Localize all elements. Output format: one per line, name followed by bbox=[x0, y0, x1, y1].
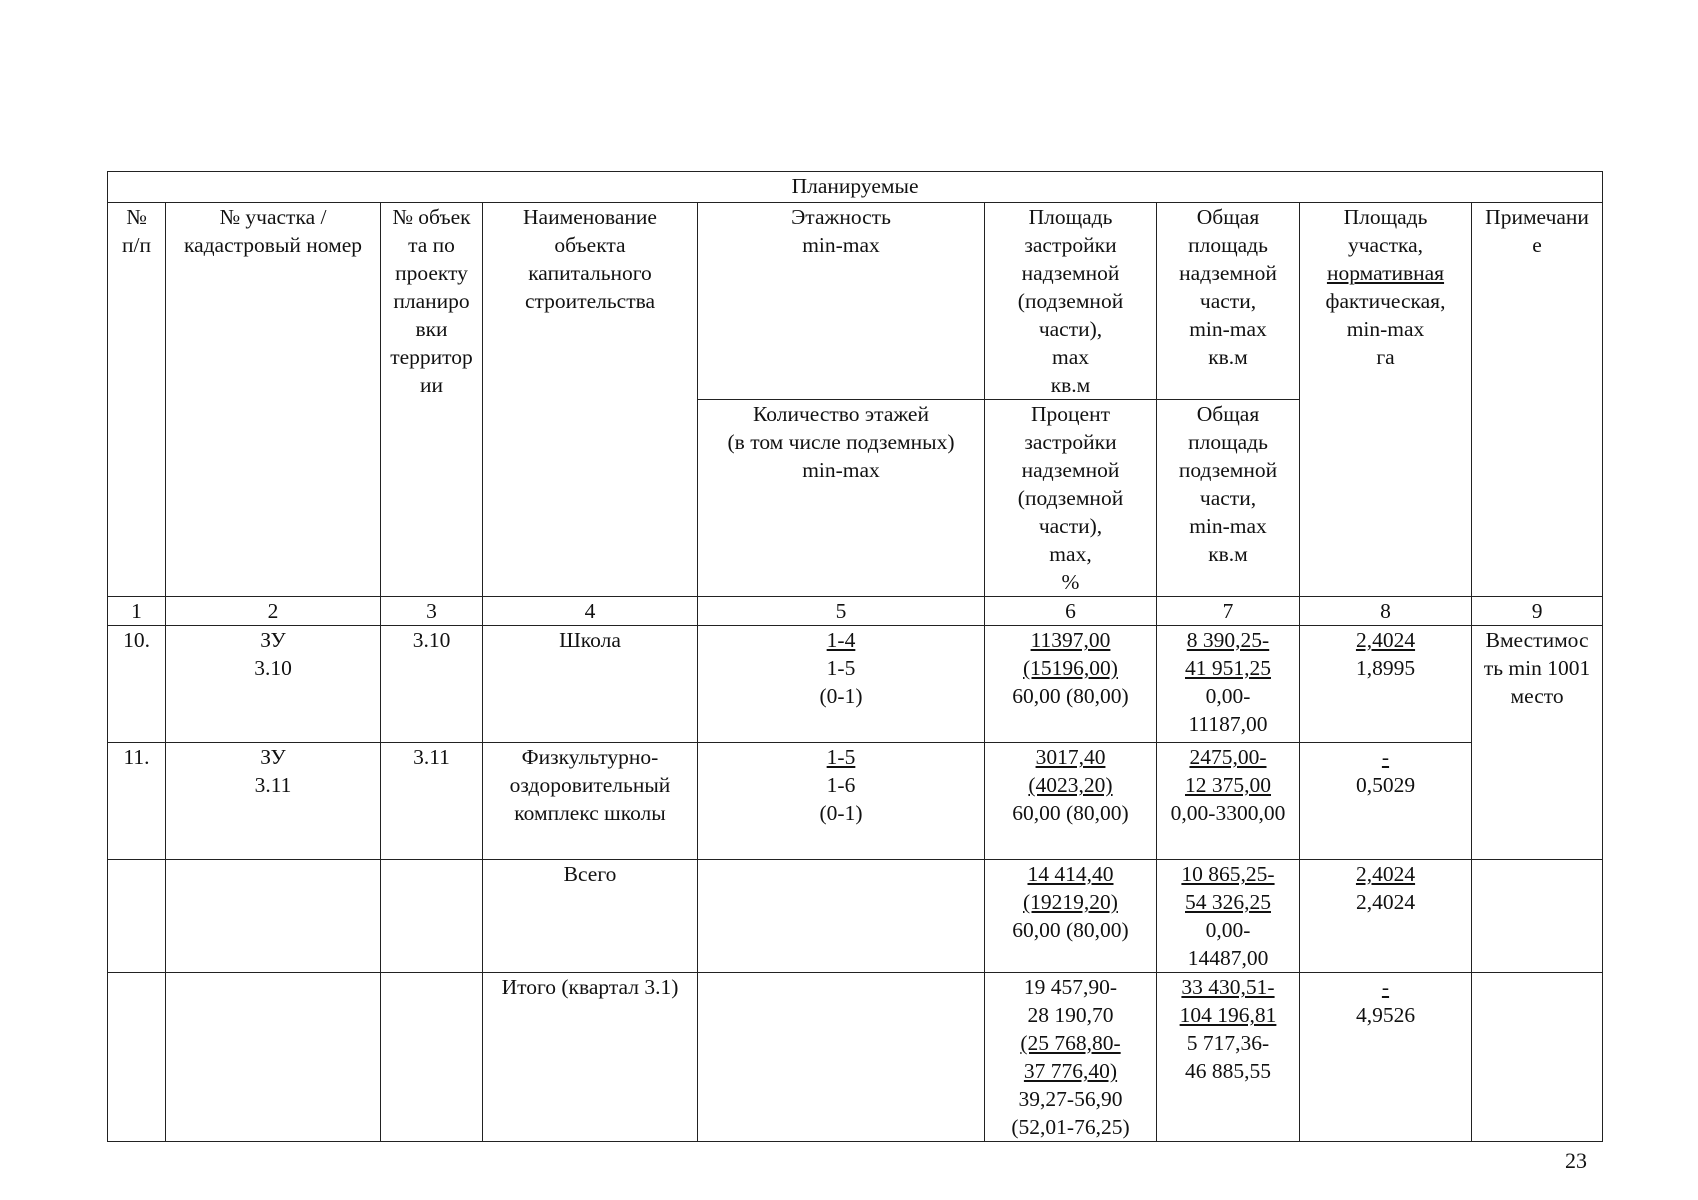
header-total-area-above: Общая площадь надземной части, min-max кв.м bbox=[1157, 203, 1300, 400]
col-number: 6 bbox=[985, 597, 1157, 626]
col-number: 4 bbox=[483, 597, 698, 626]
built-area: 3017,40 (4023,20) 60,00 (80,00) bbox=[985, 743, 1157, 860]
plot-area: 2,4024 2,4024 bbox=[1300, 860, 1472, 973]
col-number: 8 bbox=[1300, 597, 1472, 626]
header-floors: Этажность min-max bbox=[698, 203, 985, 400]
total-area: 8 390,25- 41 951,25 0,00- 11187,00 bbox=[1157, 626, 1300, 743]
plot-id: ЗУ 3.10 bbox=[166, 626, 381, 743]
header-built-area: Площадь застройки надземной (подземной части), max кв.м bbox=[985, 203, 1157, 400]
object-name: Всего bbox=[483, 860, 698, 973]
table-row bbox=[108, 743, 1603, 860]
row-number: 10. bbox=[108, 626, 166, 743]
floors: 1-5 1-6 (0-1) bbox=[698, 743, 985, 860]
table-row-subtotal bbox=[108, 860, 1603, 973]
object-name: Школа bbox=[483, 626, 698, 743]
header-floor-count: Количество этажей (в том числе подземных) min-max bbox=[698, 400, 985, 597]
header-plot-area: Площадь участка, нормативная фактическая, min-max га bbox=[1300, 203, 1472, 597]
page-number: 23 bbox=[1565, 1148, 1587, 1173]
header-object-name: Наименование объекта капитального строительства bbox=[483, 203, 698, 597]
planned-objects-table bbox=[107, 171, 1603, 1142]
col-number: 1 bbox=[108, 597, 166, 626]
col-number: 2 bbox=[166, 597, 381, 626]
built-area: 19 457,90- 28 190,70 (25 768,80- 37 776,40) 39,27-56,90 (52,01-76,25) bbox=[985, 973, 1157, 1142]
col-number: 3 bbox=[381, 597, 483, 626]
plot-area: - 0,5029 bbox=[1300, 743, 1472, 860]
col-number: 9 bbox=[1472, 597, 1603, 626]
header-note: Примечани е bbox=[1472, 203, 1603, 597]
col-number: 7 bbox=[1157, 597, 1300, 626]
plot-area: - 4,9526 bbox=[1300, 973, 1472, 1142]
plot-area: 2,4024 1,8995 bbox=[1300, 626, 1472, 743]
header-built-percent: Процент застройки надземной (подземной части), max, % bbox=[985, 400, 1157, 597]
total-area: 10 865,25- 54 326,25 0,00- 14487,00 bbox=[1157, 860, 1300, 973]
table-row-total bbox=[108, 973, 1603, 1142]
header-total-area-below: Общая площадь подземной части, min-max кв.м bbox=[1157, 400, 1300, 597]
built-area: 11397,00 (15196,00) 60,00 (80,00) bbox=[985, 626, 1157, 743]
object-number: 3.10 bbox=[381, 626, 483, 743]
object-name: Итого (квартал 3.1) bbox=[483, 973, 698, 1142]
header-object-number: № объек та по проекту планиро вки территор ии bbox=[381, 203, 483, 597]
object-name: Физкультурно- оздоровительный комплекс школы bbox=[483, 743, 698, 860]
table-title: Планируемые bbox=[108, 172, 1603, 203]
floors: 1-4 1-5 (0-1) bbox=[698, 626, 985, 743]
row-number: 11. bbox=[108, 743, 166, 860]
col-number: 5 bbox=[698, 597, 985, 626]
built-area: 14 414,40 (19219,20) 60,00 (80,00) bbox=[985, 860, 1157, 973]
total-area: 33 430,51- 104 196,81 5 717,36- 46 885,55 bbox=[1157, 973, 1300, 1142]
table-row bbox=[108, 626, 1603, 743]
object-number: 3.11 bbox=[381, 743, 483, 860]
total-area: 2475,00- 12 375,00 0,00-3300,00 bbox=[1157, 743, 1300, 860]
plot-id: ЗУ 3.11 bbox=[166, 743, 381, 860]
note: Вместимос ть min 1001 место bbox=[1472, 626, 1603, 860]
column-numbers-row bbox=[108, 597, 1603, 626]
header-num: № п/п bbox=[108, 203, 166, 597]
header-plot: № участка / кадастровый номер bbox=[166, 203, 381, 597]
